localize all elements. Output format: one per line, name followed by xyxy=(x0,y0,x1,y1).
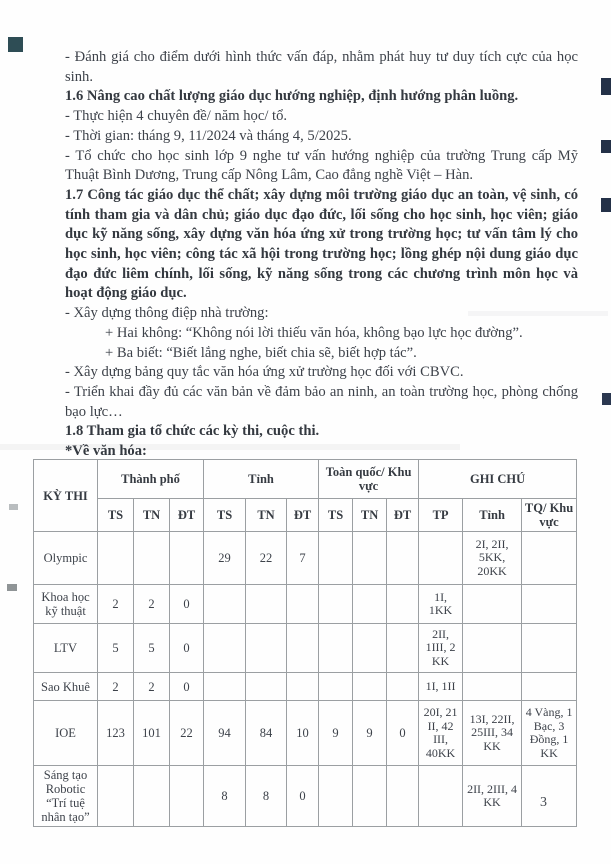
note-cell xyxy=(419,766,463,827)
scan-artifact xyxy=(601,78,611,95)
note-cell xyxy=(463,585,522,624)
exam-name-cell: Olympic xyxy=(34,532,98,585)
value-cell xyxy=(387,624,419,673)
note-cell: 20I, 21 II, 42 III, 40KK xyxy=(419,701,463,766)
paragraph: - Thực hiện 4 chuyên đề/ năm học/ tổ. xyxy=(65,108,288,125)
note-cell: 1I, 1II xyxy=(419,673,463,701)
column-group-province: Tỉnh xyxy=(204,460,319,499)
table-row xyxy=(34,532,577,585)
note-cell: 4 Vàng, 1 Bạc, 3 Đồng, 1 KK xyxy=(522,701,577,766)
scan-artifact xyxy=(9,504,18,510)
column-header-tn: TN xyxy=(246,499,287,532)
value-cell xyxy=(204,673,246,701)
value-cell xyxy=(170,532,204,585)
value-cell: 5 xyxy=(134,624,170,673)
value-cell: 123 xyxy=(98,701,134,766)
table-row xyxy=(34,585,577,624)
results-table-body xyxy=(34,532,577,827)
value-cell xyxy=(134,532,170,585)
scan-artifact xyxy=(8,37,23,52)
text-block xyxy=(65,48,578,462)
scan-artifact xyxy=(601,140,611,153)
value-cell xyxy=(319,766,353,827)
note-cell: 1I, 1KK xyxy=(419,585,463,624)
note-cell xyxy=(522,673,577,701)
value-cell xyxy=(287,673,319,701)
column-group-national: Toàn quốc/ Khu vực xyxy=(319,460,419,499)
column-group-city: Thành phố xyxy=(98,460,204,499)
value-cell xyxy=(353,585,387,624)
note-cell xyxy=(463,673,522,701)
value-cell xyxy=(353,532,387,585)
paragraph: - Xây dựng bảng quy tắc văn hóa ứng xử trường học đối với CBVC. xyxy=(65,364,464,381)
value-cell: 2 xyxy=(134,673,170,701)
paragraph: - Triển khai đầy đủ các văn bản về đảm bảo an ninh, an toàn trường học, phòng chống bạo lực… xyxy=(65,383,578,420)
exam-name-cell: LTV xyxy=(34,624,98,673)
column-header-ts: TS xyxy=(98,499,134,532)
value-cell: 8 xyxy=(204,766,246,827)
value-cell xyxy=(287,624,319,673)
value-cell: 7 xyxy=(287,532,319,585)
section-heading: 1.8 Tham gia tổ chức các kỳ thi, cuộc thi. xyxy=(65,423,320,440)
value-cell: 9 xyxy=(319,701,353,766)
section-heading: 1.6 Nâng cao chất lượng giáo dục hướng nghiệp, định hướng phân luồng. xyxy=(65,88,519,105)
note-cell: 2I, 2II, 5KK, 20KK xyxy=(463,532,522,585)
value-cell xyxy=(204,585,246,624)
value-cell: 22 xyxy=(246,532,287,585)
value-cell xyxy=(353,673,387,701)
value-cell xyxy=(387,766,419,827)
value-cell xyxy=(387,532,419,585)
scan-artifact xyxy=(7,584,17,591)
column-header-tp: TP xyxy=(419,499,463,532)
column-header-tinh: Tỉnh xyxy=(463,499,522,532)
value-cell: 22 xyxy=(170,701,204,766)
value-cell: 94 xyxy=(204,701,246,766)
value-cell xyxy=(387,585,419,624)
value-cell: 101 xyxy=(134,701,170,766)
note-cell xyxy=(522,766,577,827)
section-heading: *Về văn hóa: xyxy=(65,443,147,460)
value-cell: 9 xyxy=(353,701,387,766)
exam-results-table xyxy=(33,459,577,827)
column-header-ts: TS xyxy=(319,499,353,532)
column-group-notes: GHI CHÚ xyxy=(419,460,577,499)
value-cell xyxy=(246,673,287,701)
value-cell xyxy=(287,585,319,624)
paragraph: - Tổ chức cho học sinh lớp 9 nghe tư vấn hướng nghiệp của trường Trung cấp Mỹ Thuật Bình Dương, Trung cấp Nông Lâm, Cao đẳng nghề Việt – Hàn. xyxy=(65,147,578,184)
value-cell: 2 xyxy=(134,585,170,624)
table-header-sub-row xyxy=(34,499,577,532)
value-cell xyxy=(319,673,353,701)
value-cell: 0 xyxy=(387,701,419,766)
value-cell: 5 xyxy=(98,624,134,673)
note-cell xyxy=(419,532,463,585)
value-cell xyxy=(98,532,134,585)
value-cell xyxy=(204,624,246,673)
exam-name-cell: Khoa học kỹ thuật xyxy=(34,585,98,624)
column-header-exam: KỲ THI xyxy=(34,460,98,532)
value-cell xyxy=(353,624,387,673)
value-cell: 10 xyxy=(287,701,319,766)
column-header-dt: ĐT xyxy=(170,499,204,532)
value-cell: 2 xyxy=(98,673,134,701)
paragraph: + Hai không: “Không nói lời thiếu văn hóa, không bạo lực học đường”. xyxy=(105,324,523,341)
scan-artifact xyxy=(602,393,611,405)
exam-name-cell: IOE xyxy=(34,701,98,766)
value-cell: 8 xyxy=(246,766,287,827)
value-cell xyxy=(98,766,134,827)
value-cell: 0 xyxy=(170,624,204,673)
table-header-group-row xyxy=(34,460,577,499)
column-header-tn: TN xyxy=(353,499,387,532)
value-cell xyxy=(353,766,387,827)
exam-name-cell: Sáng tạo Robotic “Trí tuệ nhân tạo” xyxy=(34,766,98,827)
value-cell xyxy=(319,624,353,673)
note-cell: 13I, 22II, 25III, 34 KK xyxy=(463,701,522,766)
note-cell: 2II, 1III, 2 KK xyxy=(419,624,463,673)
value-cell: 84 xyxy=(246,701,287,766)
value-cell: 0 xyxy=(287,766,319,827)
column-header-tq-khu-vuc: TQ/ Khu vực xyxy=(522,499,577,532)
value-cell xyxy=(319,532,353,585)
table-row xyxy=(34,766,577,827)
note-cell xyxy=(522,624,577,673)
page-number: 3 xyxy=(540,795,547,810)
note-cell: 2II, 2III, 4 KK xyxy=(463,766,522,827)
table-row xyxy=(34,701,577,766)
column-header-dt: ĐT xyxy=(287,499,319,532)
value-cell: 29 xyxy=(204,532,246,585)
paragraph: + Ba biết: “Biết lắng nghe, biết chia sẽ, biết hợp tác”. xyxy=(105,344,417,361)
value-cell: 0 xyxy=(170,585,204,624)
table-row xyxy=(34,673,577,701)
scan-artifact xyxy=(601,198,611,212)
note-cell xyxy=(463,624,522,673)
value-cell: 0 xyxy=(170,673,204,701)
column-header-dt: ĐT xyxy=(387,499,419,532)
value-cell xyxy=(170,766,204,827)
paragraph: - Xây dựng thông điệp nhà trường: xyxy=(65,305,269,322)
value-cell xyxy=(134,766,170,827)
column-header-tn: TN xyxy=(134,499,170,532)
column-header-ts: TS xyxy=(204,499,246,532)
value-cell xyxy=(246,624,287,673)
paragraph: - Đánh giá cho điểm dưới hình thức vấn đáp, nhằm phát huy tư duy tích cực của học sinh. xyxy=(65,49,578,85)
value-cell xyxy=(319,585,353,624)
note-cell xyxy=(522,585,577,624)
value-cell xyxy=(246,585,287,624)
value-cell xyxy=(387,673,419,701)
section-heading: 1.7 Công tác giáo dục thể chất; xây dựng môi trường giáo dục an toàn, vệ sinh, có tính tham gia và dân chủ; giáo dục đạo đức, lối sống cho học sinh, học viên; giáo dục kỹ năng sống, xây dựng văn hóa ứng xử trong trường học; tư vấn tâm lý cho học sinh, học viên; công tác xã hội trong trường học; lồng ghép nội dung giáo dục đạo đức liêm chính, lối sống, kỹ năng sống trong các chương trình môn học và hoạt động giáo dục. xyxy=(65,186,578,302)
note-cell xyxy=(522,532,577,585)
table-row xyxy=(34,624,577,673)
exam-name-cell: Sao Khuê xyxy=(34,673,98,701)
paragraph: - Thời gian: tháng 9, 11/2024 và tháng 4, 5/2025. xyxy=(65,127,352,144)
value-cell: 2 xyxy=(98,585,134,624)
